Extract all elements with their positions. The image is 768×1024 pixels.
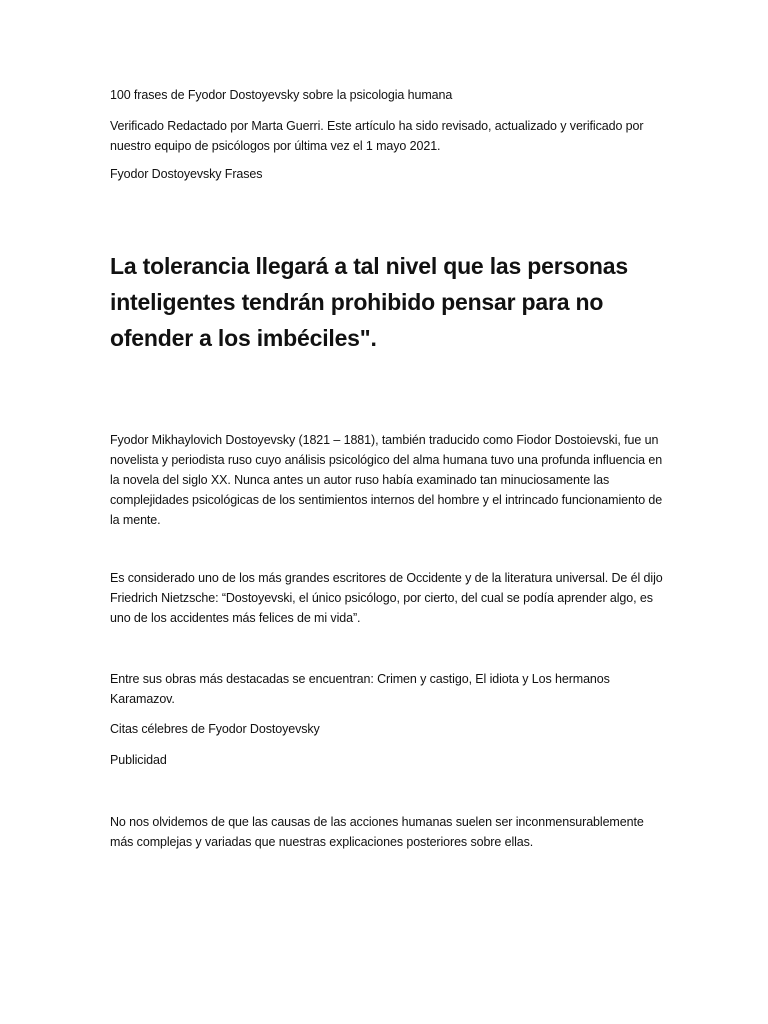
reputation-paragraph: Es considerado uno de los más grandes escritores de Occidente y de la literatura universal. De él dijo Friedrich Nietzsche: “Dostoyevski, el único psicólogo, por cierto, del cual se podía aprender algo, es uno de los accidentes más felices de mi vida”. <box>110 571 663 625</box>
section-label: Fyodor Dostoyevsky Frases <box>110 167 263 181</box>
headline-quote: La tolerancia llegará a tal nivel que las personas inteligentes tendrán prohibido pensar para no ofender a los imbéciles". <box>110 253 628 351</box>
works-paragraph: Entre sus obras más destacadas se encuentran: Crimen y castigo, El idiota y Los hermanos Karamazov. <box>110 672 610 706</box>
document-title: 100 frases de Fyodor Dostoyevsky sobre la psicologia humana <box>110 88 453 102</box>
quotes-heading: Citas célebres de Fyodor Dostoyevsky <box>110 722 320 736</box>
verification-note: Verificado Redactado por Marta Guerri. Este artículo ha sido revisado, actualizado y verificado por nuestro equipo de psicólogos por última vez el 1 mayo 2021. <box>110 119 644 153</box>
advertising-label: Publicidad <box>110 753 167 767</box>
bio-paragraph: Fyodor Mikhaylovich Dostoyevsky (1821 – 1881), también traducido como Fiodor Dostoievski, fue un novelista y periodista ruso cuyo análisis psicológico del alma humana tuvo una profunda influencia en la novela del siglo XX. Nunca antes un autor ruso había examinado tan minuciosamente las complejidades psicológicas de los sentimientos internos del hombre y el intrincado funcionamiento de la mente. <box>110 433 663 527</box>
closing-quote: No nos olvidemos de que las causas de las acciones humanas suelen ser inconmensurablemente más complejas y variadas que nuestras explicaciones posteriores sobre ellas. <box>110 815 644 849</box>
